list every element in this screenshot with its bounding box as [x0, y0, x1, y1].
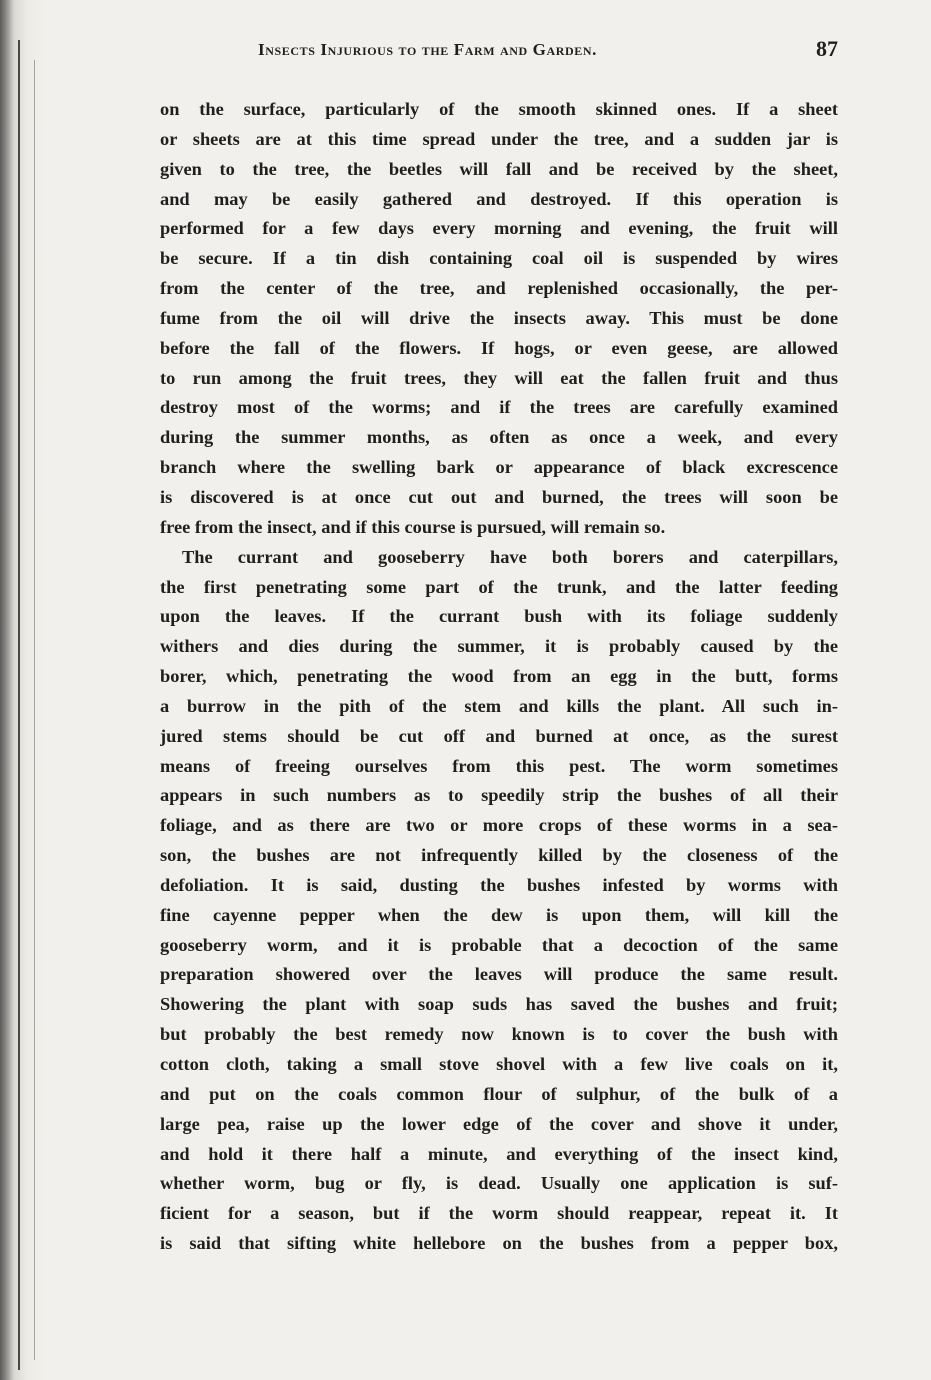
- text-line: defoliation. It is said, dusting the bushes infested by worms with: [160, 874, 838, 895]
- page-body: [160, 95, 838, 1259]
- binding-edge-line: [18, 40, 20, 1370]
- text-line: large pea, raise up the lower edge of the cover and shove it under,: [160, 1113, 838, 1134]
- text-line: The currant and gooseberry have both borers and caterpillars,: [182, 546, 838, 567]
- text-line: a burrow in the pith of the stem and kills the plant. All such in-: [160, 695, 838, 716]
- text-line: fume from the oil will drive the insects away. This must be done: [160, 307, 838, 328]
- text-line: and may be easily gathered and destroyed. If this operation is: [160, 188, 838, 209]
- text-line: but probably the best remedy now known is to cover the bush with: [160, 1024, 838, 1045]
- page-number: 87: [816, 36, 838, 61]
- paragraph-1: [160, 95, 838, 543]
- text-line: and hold it there half a minute, and everything of the insect kind,: [160, 1143, 838, 1164]
- paragraph-2: [160, 543, 838, 1259]
- text-line: ficient for a season, but if the worm should reappear, repeat it. It: [160, 1203, 838, 1224]
- text-line: performed for a few days every morning and evening, the fruit will: [160, 218, 838, 239]
- text-line: preparation showered over the leaves will produce the same result.: [160, 964, 838, 985]
- text-line: is discovered is at once cut out and burned, the trees will soon be: [160, 486, 838, 507]
- text-line: during the summer months, as often as once a week, and every: [160, 427, 838, 448]
- text-line: is said that sifting white hellebore on the bushes from a pepper box,: [160, 1233, 838, 1254]
- text-line: cotton cloth, taking a small stove shovel with a few live coals on it,: [160, 1054, 838, 1074]
- text-line: to run among the fruit trees, they will eat the fallen fruit and thus: [160, 367, 838, 388]
- text-line: withers and dies during the summer, it is probably caused by the: [160, 636, 838, 657]
- running-head: Insects Injurious to the Farm and Garden.: [258, 40, 598, 59]
- text-line: be secure. If a tin dish containing coal oil is suspended by wires: [160, 248, 838, 269]
- text-line: jured stems should be cut off and burned at once, as the surest: [160, 725, 838, 746]
- text-line: borer, which, penetrating the wood from an egg in the butt, forms: [160, 666, 838, 687]
- text-line: free from the insect, and if this course is pursued, will remain so.: [160, 516, 666, 537]
- text-line: son, the bushes are not infrequently killed by the closeness of the: [160, 845, 838, 866]
- binding-inner-line: [34, 60, 35, 1360]
- page-header: [160, 36, 840, 70]
- text-line: on the surface, particularly of the smooth skinned ones. If a sheet: [160, 99, 838, 119]
- text-line: or sheets are at this time spread under the tree, and a sudden jar is: [160, 128, 838, 149]
- text-line: and put on the coals common flour of sulphur, of the bulk of a: [160, 1083, 838, 1104]
- text-line: foliage, and as there are two or more crops of these worms in a sea-: [160, 815, 838, 836]
- text-line: means of freeing ourselves from this pest. The worm sometimes: [160, 755, 838, 776]
- text-line: given to the tree, the beetles will fall and be received by the sheet,: [160, 158, 838, 179]
- text-line: whether worm, bug or fly, is dead. Usually one application is suf-: [160, 1173, 838, 1194]
- book-binding-shadow: [0, 0, 44, 1380]
- text-line: before the fall of the flowers. If hogs, or even geese, are allowed: [160, 337, 838, 358]
- text-line: Showering the plant with soap suds has saved the bushes and fruit;: [160, 994, 838, 1015]
- text-line: destroy most of the worms; and if the trees are carefully examined: [160, 397, 838, 418]
- text-line: from the center of the tree, and replenished occasionally, the per-: [160, 278, 838, 299]
- text-line: the first penetrating some part of the trunk, and the latter feeding: [160, 576, 838, 597]
- text-line: appears in such numbers as to speedily strip the bushes of all their: [160, 785, 838, 806]
- text-line: gooseberry worm, and it is probable that a decoction of the same: [160, 934, 838, 955]
- text-line: upon the leaves. If the currant bush with its foliage suddenly: [160, 606, 838, 627]
- text-line: branch where the swelling bark or appearance of black excrescence: [160, 457, 838, 478]
- text-line: fine cayenne pepper when the dew is upon them, will kill the: [160, 904, 838, 925]
